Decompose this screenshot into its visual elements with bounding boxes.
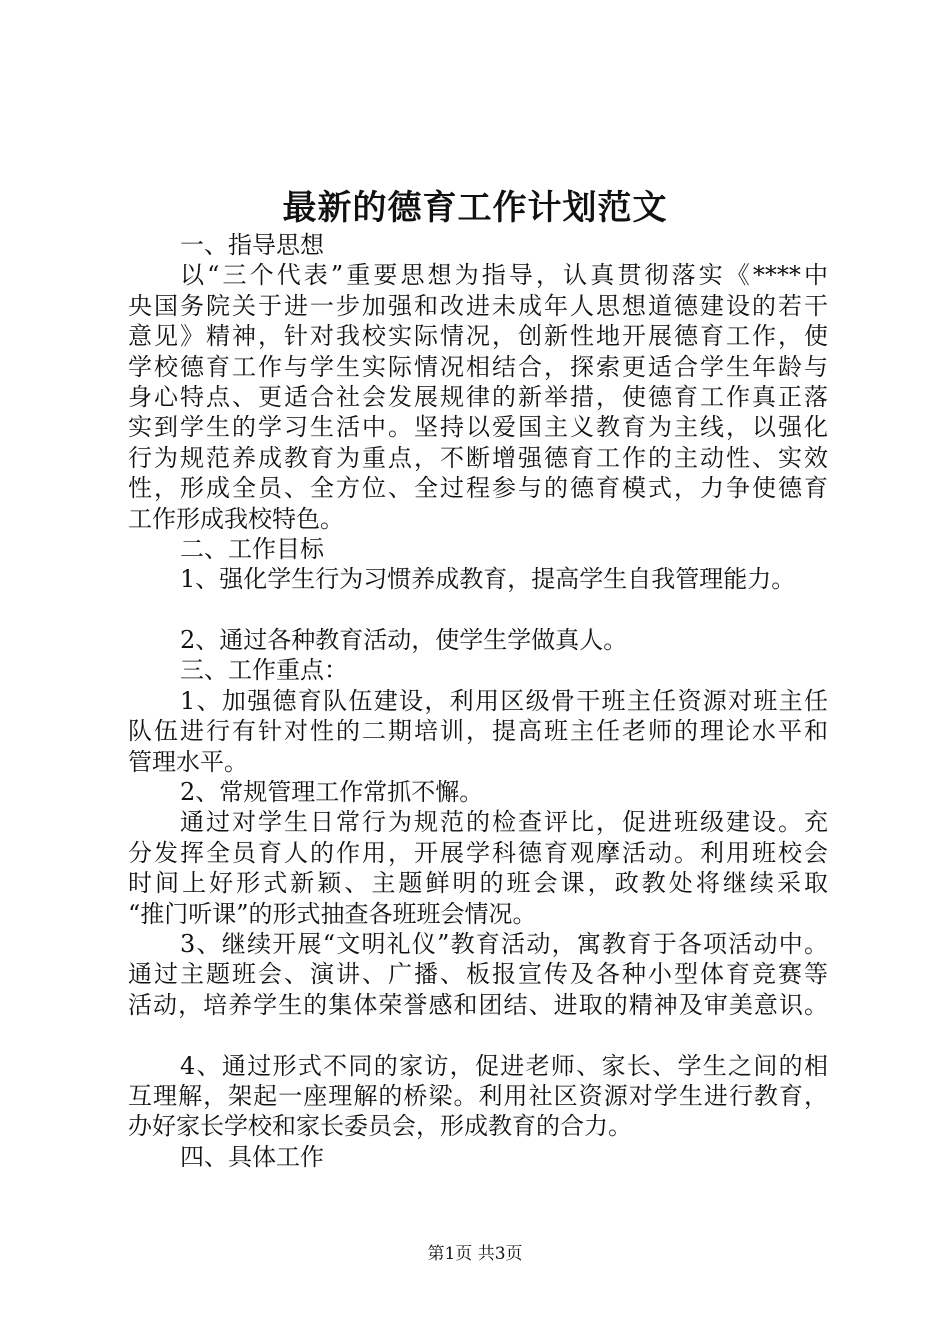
text-line: 队伍进行有针对性的二期培训，提高班主任老师的理论水平和 [128,717,828,746]
text-line: 通过主题班会、演讲、广播、板报宣传及各种小型体育竞赛等 [128,960,828,989]
text-line: 二、工作目标 [180,534,324,563]
text-line: 时间上好形式新颖、主题鲜明的班会课，政教处将继续采取 [128,869,828,898]
blank-line [128,595,828,625]
text-line: 性，形成全员、全方位、全过程参与的德育模式，力争使德育 [128,474,828,503]
text-line: 办好家长学校和家长委员会，形成教育的合力。 [128,1112,632,1141]
text-line: 2、通过各种教育活动，使学生学做真人。 [180,626,628,655]
text-line: 1、加强德育队伍建设，利用区级骨干班主任资源对班主任 [180,686,828,715]
text-line: 互理解，架起一座理解的桥梁。利用社区资源对学生进行教育， [128,1081,828,1110]
text-line: 2、常规管理工作常抓不懈。 [180,778,484,807]
text-line: 分发挥全员育人的作用，开展学科德育观摩活动。利用班校会 [128,838,828,867]
text-line: 学校德育工作与学生实际情况相结合，探索更适合学生年龄与 [128,352,828,381]
text-line: 工作形成我校特色。 [128,504,344,533]
text-line: 央国务院关于进一步加强和改进未成年人思想道德建设的若干 [128,291,828,320]
text-line: 实到学生的学习生活中。坚持以爱国主义教育为主线，以强化 [128,413,828,442]
text-line: 三、工作重点： [180,656,348,685]
text-line: 以“三个代表”重要思想为指导，认真贯彻落实《****中 [180,261,828,290]
text-line: 1、强化学生行为习惯养成教育，提高学生自我管理能力。 [180,565,796,594]
text-line: 管理水平。 [128,747,248,776]
text-line: 行为规范养成教育为重点，不断增强德育工作的主动性、实效 [128,443,828,472]
text-line: “推门听课”的形式抽查各班班会情况。 [128,899,537,928]
page-footer: 第1页 共3页 [427,1244,523,1264]
text-line: 3、继续开展“文明礼仪”教育活动，寓教育于各项活动中。 [180,929,828,958]
blank-line [128,1020,828,1050]
text-line: 身心特点、更适合社会发展规律的新举措，使德育工作真正落 [128,382,828,411]
text-line: 四、具体工作 [180,1142,324,1171]
text-line: 通过对学生日常行为规范的检查评比，促进班级建设。充 [180,808,828,837]
text-line: 意见》精神，针对我校实际情况，创新性地开展德育工作，使 [128,322,828,351]
text-line: 活动，培养学生的集体荣誉感和团结、进取的精神及审美意识。 [128,990,828,1019]
text-line: 一、指导思想 [180,231,324,259]
text-line: 4、通过形式不同的家访，促进老师、家长、学生之间的相 [180,1051,828,1080]
document-body [128,230,828,1172]
document-title: 最新的德育工作计划范文 [282,188,668,228]
